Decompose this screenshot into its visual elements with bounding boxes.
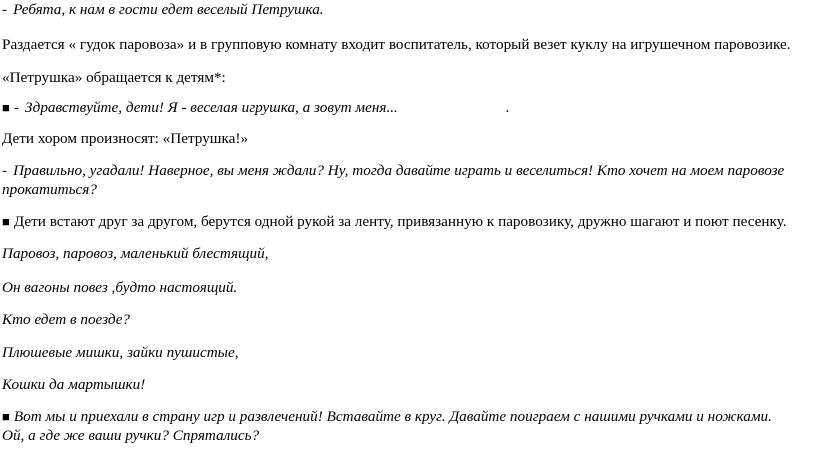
poem-line-2: Он вагоны повез ,будто настоящий. xyxy=(2,279,238,296)
text-line-1 xyxy=(2,1,324,19)
dash-marker: - xyxy=(13,99,19,116)
text-line-4 xyxy=(2,99,510,117)
text-line-8 xyxy=(2,213,787,231)
text-line-6 xyxy=(2,162,784,180)
text-line-14 xyxy=(2,408,772,426)
dash-marker: - xyxy=(2,1,8,18)
text-line-15: Ой, а где же ваши ручки? Спрятались? xyxy=(2,427,260,444)
poem-line-5: Кошки да мартышки! xyxy=(2,376,146,393)
text-line-1-content: Ребята, к нам в гости едет веселый Петрушка. xyxy=(13,1,324,18)
square-bullet-icon: ■ xyxy=(2,409,10,424)
text-line-4-content: Здравствуйте, дети! Я - веселая игрушка, а зовут меня... xyxy=(24,99,398,116)
text-line-6-content: Правильно, угадали! Наверное, вы меня ждали? Ну, тогда давайте играть и веселиться! Кто хочет на моем паровозе xyxy=(13,162,785,179)
poem-line-3: Кто едет в поезде? xyxy=(2,311,131,328)
text-line-7: прокатиться? xyxy=(2,181,97,198)
text-line-4-end: . xyxy=(505,99,510,116)
poem-line-4: Плюшевые мишки, зайки пушистые, xyxy=(2,344,239,361)
text-line-3: «Петрушка» обращается к детям*: xyxy=(2,69,226,86)
square-bullet-icon: ■ xyxy=(2,214,10,229)
square-bullet-icon: ■ xyxy=(2,100,10,115)
text-line-5: Дети хором произносят: «Петрушка!» xyxy=(2,130,249,147)
poem-line-1: Паровоз, паровоз, маленький блестящий, xyxy=(2,245,269,262)
dash-marker: - xyxy=(2,162,8,179)
text-line-14-content: Вот мы и приехали в страну игр и развлечений! Вставайте в круг. Давайте поиграем с нашими ручками и ножками. xyxy=(13,408,772,425)
text-line-2: Раздается « гудок паровоза» и в групповую комнату входит воспитатель, который везет куклу на игрушечном паровозике. xyxy=(2,36,791,53)
text-line-8-content: Дети встают друг за другом, берутся одной рукой за ленту, привязанную к паровозику, дружно шагают и поют песенку. xyxy=(13,213,787,230)
